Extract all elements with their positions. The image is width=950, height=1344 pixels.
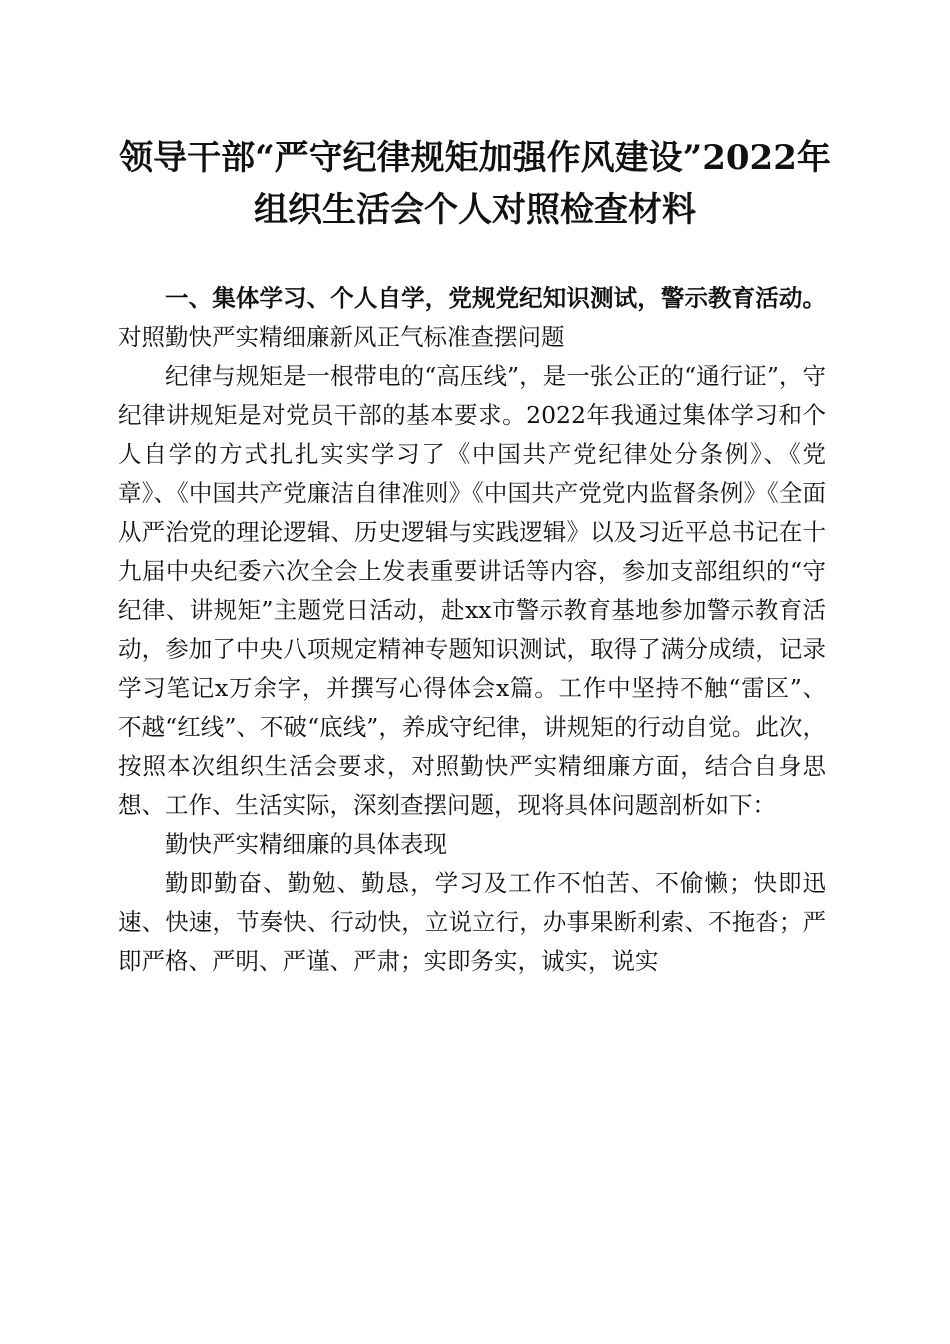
document-body [118,279,826,981]
paragraph-discipline: 纪律与规矩是一根带电的“高压线”，是一张公正的“通行证”，守纪律讲规矩是对党员干部的基本要求。2022年我通过集体学习和个人自学的方式扎扎实实学习了《中国共产党纪律处分条例》、《党章》、《中国共产党廉洁自律准则》《中国共产党党内监督条例》《全面从严治党的理论逻辑、历史逻辑与实践逻辑》以及习近平总书记在十九届中央纪委六次全会上发表重要讲话等内容，参加支部组织的“守纪律、讲规矩”主题党日活动，赴xx市警示教育基地参加警示教育活动，参加了中央八项规定精神专题知识测试，取得了满分成绩，记录学习笔记x万余字，并撰写心得体会x篇。工作中坚持不触“雷区”、不越“红线”、不破“底线”，养成守纪律，讲规矩的行动自觉。此次，按照本次组织生活会要求，对照勤快严实精细廉方面，结合自身思想、工作、生活实际，深刻查摆问题，现将具体问题剖析如下： [118,362,826,819]
document-title: 领导干部“严守纪律规矩加强作风建设”2022年组织生活会个人对照检查材料 [119,138,831,230]
section-heading-bold: 一、集体学习、个人自学，党规党纪知识测试，警示教育活动。 [165,284,826,312]
paragraph-definitions: 勤即勤奋、勤勉、勤恳，学习及工作不怕苦、不偷懒；快即迅速、快速，节奏快、行动快，立说立行，办事果断利索、不拖沓；严即严格、严明、严谨、严肃；实即务实，诚实，说实 [118,869,826,975]
section-heading-rest: 对照勤快严实精细廉新风正气标准查摆问题 [118,323,565,351]
paragraph-subheading: 勤快严实精细廉的具体表现 [165,830,447,858]
section-heading [118,279,826,357]
